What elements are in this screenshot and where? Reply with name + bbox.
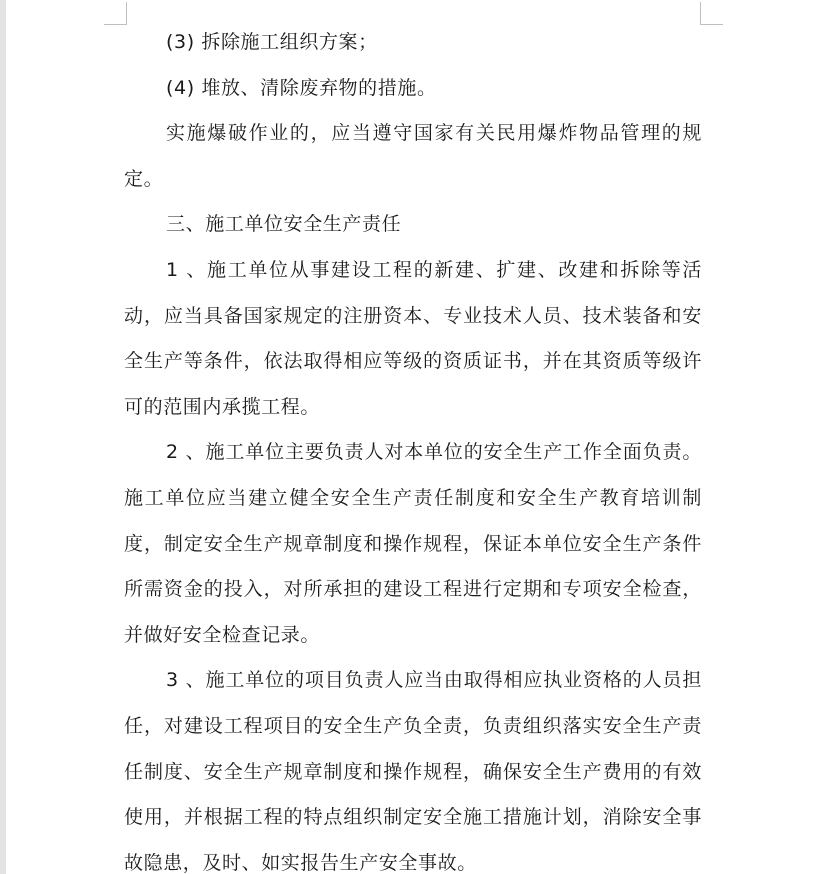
document-body [124,20,702,874]
paragraph-clause-1: 1 、施工单位从事建设工程的新建、扩建、改建和拆除等活动，应当具备国家规定的注册资本、专业技术人员、技术装备和安全生产等条件，依法取得相应等级的资质证书，并在其资质等级许可的范围内承揽工程。 [124,258,702,418]
paragraph-clause-3: 3 、施工单位的项目负责人应当由取得相应执业资格的人员担任，对建设工程项目的安全生产负全责，负责组织落实安全生产责任制度、安全生产规章制度和操作规程，确保安全生产费用的有效使用，并根据工程的特点组织制定安全施工措施计划，消除安全事故隐患，及时、如实报告生产安全事故。 [124,669,702,874]
crop-mark-top-right [700,2,723,25]
paragraph-blasting: 实施爆破作业的，应当遵守国家有关民用爆炸物品管理的规定。 [124,122,702,190]
paragraph-item-3: (3) 拆除施工组织方案； [166,31,378,53]
paragraph-clause-2: 2 、施工单位主要负责人对本单位的安全生产工作全面负责。施工单位应当建立健全安全生产责任制度和安全生产教育培训制度，制定安全生产规章制度和操作规程，保证本单位安全生产条件所需资金的投入，对所承担的建设工程进行定期和专项安全检查，并做好安全检查记录。 [124,441,702,646]
section-heading: 三、施工单位安全生产责任 [166,213,402,236]
paragraph-item-4: (4) 堆放、清除废弃物的措施。 [166,76,437,99]
page-edge [0,0,6,874]
